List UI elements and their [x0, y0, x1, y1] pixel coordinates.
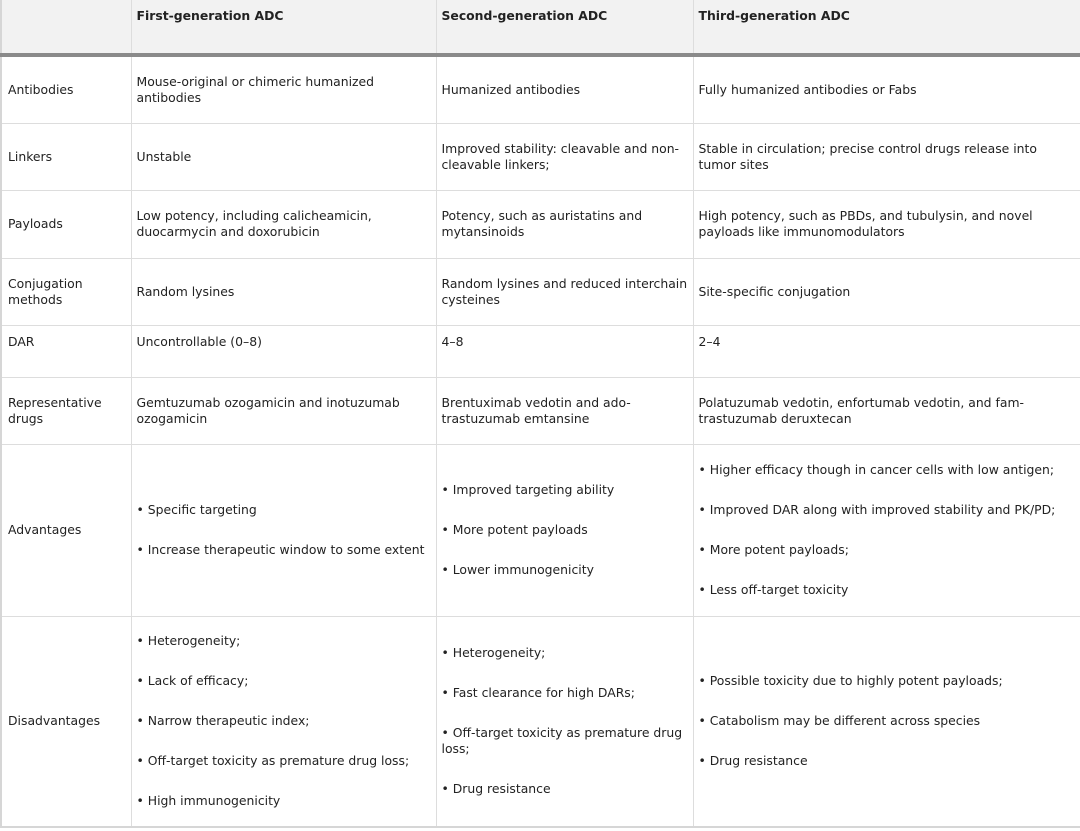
list-item: • More potent payloads; — [698, 542, 849, 557]
table-cell: High potency, such as PBDs, and tubulysin, and novel payloads like immunomodulators — [693, 190, 1080, 258]
list-item: • Drug resistance — [698, 753, 808, 769]
row-label: Antibodies — [1, 55, 131, 123]
table-body — [1, 55, 1080, 827]
table-cell: Low potency, including calicheamicin, duocarmycin and doxorubicin — [131, 190, 436, 258]
bullet-list — [137, 502, 431, 558]
table-cell: Uncontrollable (0–8) — [131, 325, 436, 377]
table-cell — [693, 616, 1080, 827]
list-item: • More potent payloads — [441, 522, 588, 537]
table-row — [1, 325, 1080, 377]
table-cell — [693, 444, 1080, 616]
table-row — [1, 258, 1080, 325]
table-cell — [436, 616, 693, 827]
table-cell: 4–8 — [436, 325, 693, 377]
row-label: Conjugation methods — [1, 258, 131, 325]
list-item: • Lack of efficacy; — [136, 673, 249, 689]
bullet-list — [137, 633, 431, 809]
list-item: • Heterogeneity; — [441, 645, 546, 661]
row-label: Payloads — [1, 190, 131, 258]
row-label: DAR — [1, 325, 131, 377]
list-item: • Improved DAR along with improved stability and PK/PD; — [698, 502, 1056, 517]
table-row — [1, 190, 1080, 258]
list-item: • Drug resistance — [441, 781, 551, 797]
list-item: • Lower immunogenicity — [441, 562, 594, 577]
table-cell: Potency, such as auristatins and mytansinoids — [436, 190, 693, 258]
bullet-list — [442, 645, 688, 797]
header-row — [1, 0, 1080, 55]
table-cell: 2–4 — [693, 325, 1080, 377]
table-row — [1, 123, 1080, 190]
row-label: Advantages — [1, 444, 131, 616]
list-item: • High immunogenicity — [136, 793, 281, 809]
table-cell: Polatuzumab vedotin, enfortumab vedotin, and fam-trastuzumab deruxtecan — [693, 377, 1080, 444]
table-row — [1, 377, 1080, 444]
header-first-generation: First-generation ADC — [131, 0, 436, 55]
table-cell — [131, 616, 436, 827]
table-row-advantages — [1, 444, 1080, 616]
table-cell: Unstable — [131, 123, 436, 190]
header-third-generation: Third-generation ADC — [693, 0, 1080, 55]
header-second-generation: Second-generation ADC — [436, 0, 693, 55]
table-cell: Brentuximab vedotin and ado-trastuzumab emtansine — [436, 377, 693, 444]
table-cell: Random lysines and reduced interchain cysteines — [436, 258, 693, 325]
table-cell: Humanized antibodies — [436, 55, 693, 123]
list-item: • Higher efficacy though in cancer cells with low antigen; — [698, 462, 1055, 477]
list-item: • Specific targeting — [136, 502, 257, 517]
table-cell: Site-specific conjugation — [693, 258, 1080, 325]
list-item: • Off-target toxicity as premature drug loss; — [136, 753, 410, 769]
list-item: • Less off-target toxicity — [698, 582, 849, 597]
table-cell: Improved stability: cleavable and non-cleavable linkers; — [436, 123, 693, 190]
table-cell — [131, 444, 436, 616]
table-cell: Random lysines — [131, 258, 436, 325]
table-cell: Mouse-original or chimeric humanized antibodies — [131, 55, 436, 123]
row-label: Disadvantages — [1, 616, 131, 827]
row-label: Representative drugs — [1, 377, 131, 444]
table-cell: Stable in circulation; precise control drugs release into tumor sites — [693, 123, 1080, 190]
bullet-list — [442, 482, 688, 578]
list-item: • Improved targeting ability — [441, 482, 615, 497]
table-row — [1, 55, 1080, 123]
list-item: • Catabolism may be different across species — [698, 713, 981, 729]
bullet-list — [699, 462, 1076, 598]
table-cell: Fully humanized antibodies or Fabs — [693, 55, 1080, 123]
list-item: • Narrow therapeutic index; — [136, 713, 310, 729]
list-item: • Possible toxicity due to highly potent payloads; — [698, 673, 1003, 689]
bullet-list — [699, 673, 1076, 769]
table-row-disadvantages — [1, 616, 1080, 827]
list-item: • Off-target toxicity as premature drug loss; — [441, 725, 683, 757]
row-label: Linkers — [1, 123, 131, 190]
header-corner — [1, 0, 131, 55]
table-cell — [436, 444, 693, 616]
list-item: • Heterogeneity; — [136, 633, 241, 649]
list-item: • Increase therapeutic window to some extent — [136, 542, 425, 557]
list-item: • Fast clearance for high DARs; — [441, 685, 635, 701]
table-cell: Gemtuzumab ozogamicin and inotuzumab ozogamicin — [131, 377, 436, 444]
table-header — [1, 0, 1080, 55]
